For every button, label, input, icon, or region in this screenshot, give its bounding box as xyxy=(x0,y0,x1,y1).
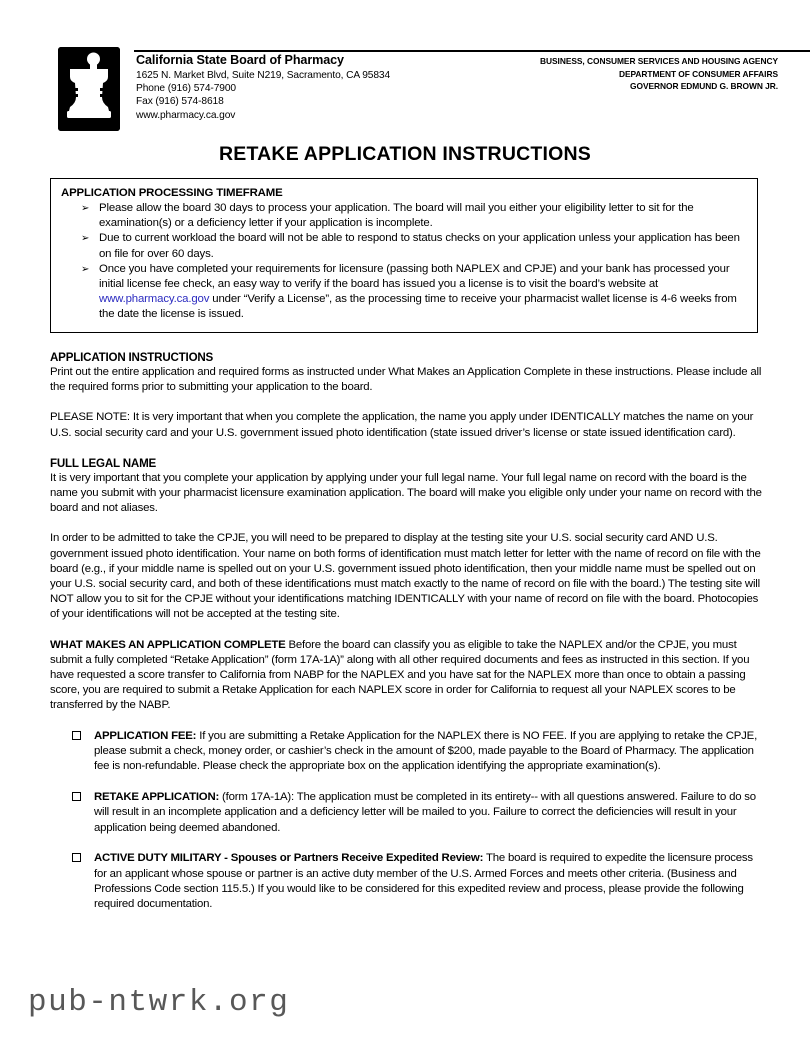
watermark: pub-ntwrk.org xyxy=(28,985,290,1020)
agency-line-3: GOVERNOR EDMUND G. BROWN JR. xyxy=(630,81,778,92)
paragraph-what-makes-application-complete xyxy=(50,638,762,714)
what-makes-body-text: Before the board can classify you as eligible to take the NAPLEX and/or the CPJE, you must submit a fully completed “Retake Application” (form 17A-1A)” along with all other required documents and fees as instructed in this section. If you have requested a score transfer to California from NABP for the NAPLEX and you have sat for the NAPLEX more than once to obtain a passing score, you are required to submit a Retake Application for each NAPLEX score in order for California to request all your NAPLEX scores to be transferred by the NABP. xyxy=(50,638,750,712)
agency-line-2: DEPARTMENT OF CONSUMER AFFAIRS xyxy=(618,68,778,79)
run-in-heading-what-makes: WHAT MAKES AN APPLICATION COMPLETE xyxy=(50,638,286,651)
organization-block xyxy=(136,53,466,122)
checklist-item-label: APPLICATION FEE: xyxy=(94,729,197,742)
application-processing-timeframe-box xyxy=(50,178,758,333)
list-item xyxy=(50,790,762,836)
organization-phone: Phone (916) 574-7900 xyxy=(136,83,236,95)
checklist-item-label: RETAKE APPLICATION: xyxy=(94,790,220,803)
list-item xyxy=(61,262,747,323)
organization-address: 1625 N. Market Blvd, Suite N219, Sacramento, CA 95834 xyxy=(136,70,391,81)
section-heading-application-instructions: APPLICATION INSTRUCTIONS xyxy=(50,351,214,364)
checklist-item-label: ACTIVE DUTY MILITARY - Spouses or Partners Receive Expedited Review: xyxy=(94,852,484,865)
pharmacy-website-link[interactable]: www.pharmacy.ca.gov xyxy=(99,293,210,306)
arrow-bullet-icon: ➢ xyxy=(81,263,90,275)
list-item xyxy=(61,231,747,261)
paragraph-please-note: PLEASE NOTE: It is very important that when you complete the application, the name you apply under IDENTICALLY matches the name on your U.S. social security card and your U.S. government issued photo identification (state issued driver’s license or state issued identification card). xyxy=(50,411,754,439)
paragraph-application-instructions: Print out the entire application and required forms as instructed under What Makes an Application Complete in these instructions. Please include all the required forms prior to submitting your application to the board. xyxy=(50,366,762,394)
checklist-item-text: The board is required to expedite the licensure process for an applicant whose spouse or partner is an active duty member of the U.S. Armed Forces and meets other criteria. (Business and Professions Code section 115.5.) If you would like to be considered for this expedited review and process, please provide the following required documentation. xyxy=(94,852,753,911)
arrow-bullet-icon: ➢ xyxy=(81,233,90,245)
paragraph-cpje-identification: In order to be admitted to take the CPJE, you will need to be prepared to display at the testing site your U.S. social security card AND U.S. government issued photo identification. Your name on both forms of identification must match letter for letter with the name of record on file with the board (e.g., if your middle name is spelled out on your U.S. government issued photo identification, then your middle name must be spelled out on your U.S. social security card, and both of these identifications must match exactly to the name of record on file with the board.) The testing site will NOT allow you to sit for the CPJE without your identifications matching IDENTICALLY with your name of record on file with the board. Photocopies of your identifications will not be accepted at the testing site. xyxy=(50,532,761,621)
organization-name: California State Board of Pharmacy xyxy=(136,53,344,67)
timeframe-item-text: Once you have completed your requirements for licensure (passing both NAPLEX and CPJE) and your bank has processed your initial license fee check, an easy way to verify if the board has issued you a license is to visit the board’s website at xyxy=(99,262,730,291)
checkbox-icon[interactable] xyxy=(72,731,81,740)
organization-fax: Fax (916) 574-8618 xyxy=(136,96,224,108)
timeframe-list xyxy=(61,201,747,323)
document-header xyxy=(58,45,778,140)
header-divider-rule xyxy=(134,50,810,52)
section-heading-full-legal-name: FULL LEGAL NAME xyxy=(50,456,157,470)
pharmacy-mortar-logo-icon xyxy=(58,47,120,131)
checklist-item-text: (form 17A-1A): The application must be completed in its entirety-- with all questions answered. Failure to do so will result in an incomplete application and a deficiency letter will be mailed to you. Failure to correct the deficiencies will result in your application being deemed abandoned. xyxy=(94,790,756,834)
paragraph-full-legal-name: It is very important that you complete your application by applying under your full legal name. Your full legal name on record with the board is the name you submit with your pharmacist licensure examination application. The board will make you eligible only under your name on record with the board and not aliases. xyxy=(50,471,762,515)
agency-line-1: BUSINESS, CONSUMER SERVICES AND HOUSING AGENCY xyxy=(540,56,778,66)
timeframe-heading: APPLICATION PROCESSING TIMEFRAME xyxy=(61,187,283,199)
list-item xyxy=(50,729,762,775)
organization-website: www.pharmacy.ca.gov xyxy=(136,109,236,121)
list-item xyxy=(61,201,747,231)
list-item xyxy=(50,851,762,913)
document-body xyxy=(50,350,762,928)
timeframe-item-text: Due to current workload the board will not be able to respond to status checks on your application unless your application has been on file for over 60 days. xyxy=(99,232,740,260)
page-title: RETAKE APPLICATION INSTRUCTIONS xyxy=(218,143,591,165)
agency-block xyxy=(448,55,778,93)
checkbox-icon[interactable] xyxy=(72,792,81,801)
timeframe-item-text-tail: under “Verify a License”, as the processing time to receive your pharmacist wallet license is 4-6 weeks from the date the license is issued. xyxy=(99,293,737,321)
timeframe-item-text: Please allow the board 30 days to process your application. The board will mail you either your eligibility letter to sit for the examination(s) or a deficiency letter if your application is incomplete. xyxy=(99,202,694,230)
checklist-item-text: If you are submitting a Retake Application for the NAPLEX there is NO FEE. If you are applying to retake the CPJE, please submit a check, money order, or cashier’s check in the amount of $200, made payable to the Board of Pharmacy. The application fee is non-refundable. Please check the appropriate box on the application identifying the appropriate examination(s). xyxy=(94,729,758,773)
checkbox-icon[interactable] xyxy=(72,853,81,862)
requirements-checklist xyxy=(50,729,762,913)
arrow-bullet-icon: ➢ xyxy=(81,203,90,214)
